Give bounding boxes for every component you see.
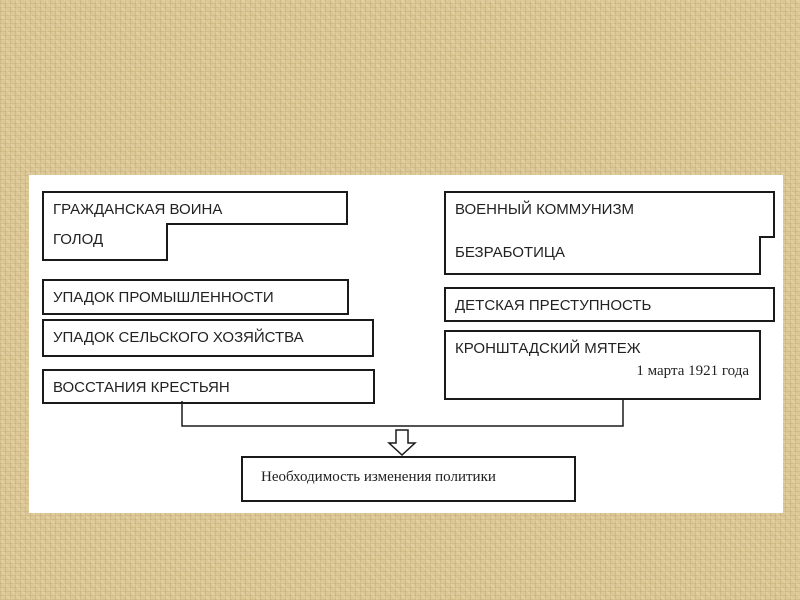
box-war-communism-label: ВОЕННЫЙ КОММУНИЗМ (455, 201, 634, 218)
box-agriculture-decline-label: УПАДОК СЕЛЬСКОГО ХОЗЯЙСТВА (53, 329, 304, 346)
box-result-label: Необходимость изменения политики (261, 469, 496, 485)
box-kronstadt-label: КРОНШТАДСКИЙ МЯТЕЖ (455, 340, 641, 357)
box-famine-label: ГОЛОД (53, 231, 104, 248)
box-civil-war-label: ГРАЖДАНСКАЯ ВОИНА (53, 201, 223, 218)
box-peasant-uprisings-label: ВОССТАНИЯ КРЕСТЬЯН (53, 379, 230, 396)
box-result (241, 456, 576, 502)
bracket-line (182, 400, 623, 426)
box-child-crime-label: ДЕТСКАЯ ПРЕСТУПНОСТЬ (455, 297, 652, 314)
box-unemployment-label: БЕЗРАБОТИЦА (455, 244, 565, 261)
box-kronstadt-date: 1 марта 1921 года (636, 363, 749, 379)
down-arrow-icon (389, 430, 415, 455)
box-industry-decline-label: УПАДОК ПРОМЫШЛЕННОСТИ (53, 289, 274, 306)
